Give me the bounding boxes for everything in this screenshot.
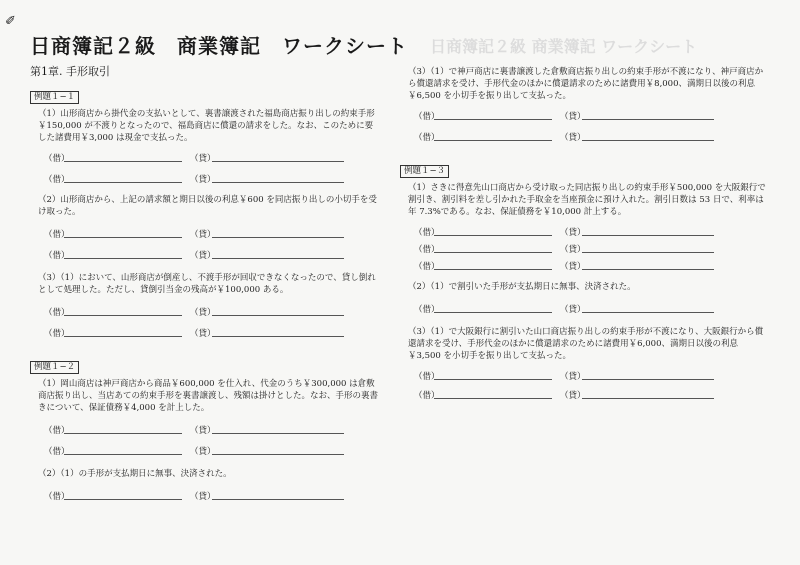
debit-answer-blank[interactable] [434, 379, 552, 380]
credit-label: （貸） [190, 251, 216, 261]
journal-entry-line [410, 131, 770, 144]
debit-answer-blank[interactable] [434, 398, 552, 399]
journal-entry-line [410, 243, 770, 256]
credit-label: （貸） [190, 447, 216, 457]
journal-entry-line [40, 327, 380, 340]
chapter-heading: 第1章. 手形取引 [30, 65, 110, 78]
example-1-1-question-3: （3）（1）において、山形商店が倒産し、不渡手形が回収できなくなったので、貸し倒れとして処理した。ただし、貸倒引当金の残高が￥100,000 ある。 [38, 273, 376, 295]
example-1-1-label: 例題１−１ [30, 91, 79, 104]
journal-entry-line [40, 173, 380, 186]
example-1-2-question-2: （2）（1）の手形が支払期日に無事、決済された。 [38, 469, 232, 479]
debit-answer-blank[interactable] [64, 336, 182, 337]
example-1-2-label: 例題１−２ [30, 361, 79, 374]
debit-answer-blank[interactable] [434, 140, 552, 141]
credit-answer-blank[interactable] [212, 237, 344, 238]
credit-answer-blank[interactable] [212, 433, 344, 434]
journal-entry-line [40, 445, 380, 458]
debit-label: （借） [44, 154, 70, 164]
credit-answer-blank[interactable] [582, 252, 714, 253]
debit-answer-blank[interactable] [64, 499, 182, 500]
pen-mark-icon: ✐ [5, 14, 16, 29]
debit-label: （借） [44, 308, 70, 318]
example-1-2-question-1: （1）岡山商店は神戸商店から商品￥600,000 を仕入れ、代金のうち￥300,000 は倉敷商店振り出し、当店あての約束手形を裏書譲渡し、残額は掛けとした。なお、手形の裏書きについて、保証債務￥4,000 を計上した。 [38, 379, 379, 413]
debit-answer-blank[interactable] [434, 312, 552, 313]
journal-entry-line [410, 303, 770, 316]
example-1-1-question-1: （1）山形商店から掛代金の支払いとして、裏書譲渡された福島商店振り出しの約束手形￥150,000 が不渡りとなったので、福島商店に償還の請求をした。なお、このために要した諸費用￥3,000 は現金で支払った。 [38, 109, 375, 143]
credit-answer-blank[interactable] [582, 119, 714, 120]
credit-label: （貸） [190, 426, 216, 436]
credit-label: （貸） [190, 175, 216, 185]
credit-answer-blank[interactable] [582, 379, 714, 380]
journal-entry-line [410, 389, 770, 402]
credit-answer-blank[interactable] [212, 161, 344, 162]
credit-answer-blank[interactable] [582, 398, 714, 399]
debit-answer-blank[interactable] [64, 433, 182, 434]
debit-label: （借） [44, 426, 70, 436]
right-column [400, 66, 770, 402]
credit-label: （貸） [190, 492, 216, 502]
credit-answer-blank[interactable] [212, 336, 344, 337]
journal-entry-line [40, 228, 380, 241]
debit-answer-blank[interactable] [64, 182, 182, 183]
credit-answer-blank[interactable] [212, 499, 344, 500]
journal-entry-line [40, 306, 380, 319]
credit-label: （貸） [560, 305, 586, 315]
debit-answer-blank[interactable] [434, 269, 552, 270]
debit-answer-blank[interactable] [434, 119, 552, 120]
credit-answer-blank[interactable] [582, 140, 714, 141]
debit-label: （借） [414, 372, 440, 382]
credit-answer-blank[interactable] [582, 235, 714, 236]
journal-entry-line [410, 226, 770, 239]
debit-answer-blank[interactable] [64, 258, 182, 259]
example-1-3-label: 例題１−３ [400, 165, 449, 178]
credit-answer-blank[interactable] [212, 315, 344, 316]
credit-answer-blank[interactable] [582, 312, 714, 313]
debit-label: （借） [44, 329, 70, 339]
debit-label: （借） [414, 133, 440, 143]
debit-answer-blank[interactable] [64, 237, 182, 238]
debit-label: （借） [414, 391, 440, 401]
debit-answer-blank[interactable] [434, 252, 552, 253]
journal-entry-line [410, 110, 770, 123]
credit-answer-blank[interactable] [212, 258, 344, 259]
credit-answer-blank[interactable] [212, 182, 344, 183]
credit-answer-blank[interactable] [582, 269, 714, 270]
credit-label: （貸） [560, 391, 586, 401]
journal-entry-line [40, 152, 380, 165]
debit-label: （借） [414, 305, 440, 315]
page-title: 日商簿記２級 商業簿記 ワークシート [30, 34, 408, 58]
debit-label: （借） [44, 492, 70, 502]
debit-label: （借） [44, 447, 70, 457]
journal-entry-line [40, 490, 380, 503]
credit-label: （貸） [190, 230, 216, 240]
credit-label: （貸） [190, 154, 216, 164]
credit-label: （貸） [190, 329, 216, 339]
debit-label: （借） [414, 228, 440, 238]
credit-label: （貸） [560, 112, 586, 122]
credit-label: （貸） [560, 133, 586, 143]
debit-label: （借） [414, 262, 440, 272]
debit-answer-blank[interactable] [64, 315, 182, 316]
credit-label: （貸） [190, 308, 216, 318]
journal-entry-line [40, 424, 380, 437]
example-1-3-question-1: （1）さきに得意先山口商店から受け取った同店振り出しの約束手形￥500,000 を大阪銀行で割引き、割引料を差し引かれた手取金を当座預金に預け入れた。割引日数は 53 日で、利率は年 7.3%である。なお、保証債務を￥10,000 計上する。 [408, 183, 766, 217]
debit-answer-blank[interactable] [64, 454, 182, 455]
debit-label: （借） [44, 175, 70, 185]
debit-label: （借） [44, 230, 70, 240]
journal-entry-line [40, 249, 380, 262]
debit-answer-blank[interactable] [64, 161, 182, 162]
credit-answer-blank[interactable] [212, 454, 344, 455]
example-1-1-question-2: （2）山形商店から、上記の請求額と期日以後の利息￥600 を同店振り出しの小切手を受け取った。 [38, 195, 377, 217]
example-1-3-question-3: （3）（1）で大阪銀行に割引いた山口商店振り出しの約束手形が不渡になり、大阪銀行から償還請求を受け、手形代金のほかに償還請求のために諸費用￥6,000、満期日以後の利息￥3,500 を小切手を振り出して支払った。 [408, 327, 764, 361]
bleed-through-title: 日商簿記２級 商業簿記 ワークシート [430, 37, 698, 56]
journal-entry-line [410, 370, 770, 383]
debit-label: （借） [414, 245, 440, 255]
credit-label: （貸） [560, 245, 586, 255]
credit-label: （貸） [560, 262, 586, 272]
credit-label: （貸） [560, 228, 586, 238]
example-1-2-question-3: （3）（1）で神戸商店に裏書譲渡した倉敷商店振り出しの約束手形が不渡になり、神戸商店から償還請求を受け、手形代金のほかに償還請求のために諸費用￥8,000、満期日以後の利息￥6,500 を小切手を振り出して支払った。 [408, 67, 764, 101]
example-1-3-question-2: （2）（1）で割引いた手形が支払期日に無事、決済された。 [408, 282, 636, 292]
debit-label: （借） [414, 112, 440, 122]
journal-entry-line [410, 260, 770, 273]
left-column [30, 84, 380, 503]
credit-label: （貸） [560, 372, 586, 382]
debit-answer-blank[interactable] [434, 235, 552, 236]
debit-label: （借） [44, 251, 70, 261]
